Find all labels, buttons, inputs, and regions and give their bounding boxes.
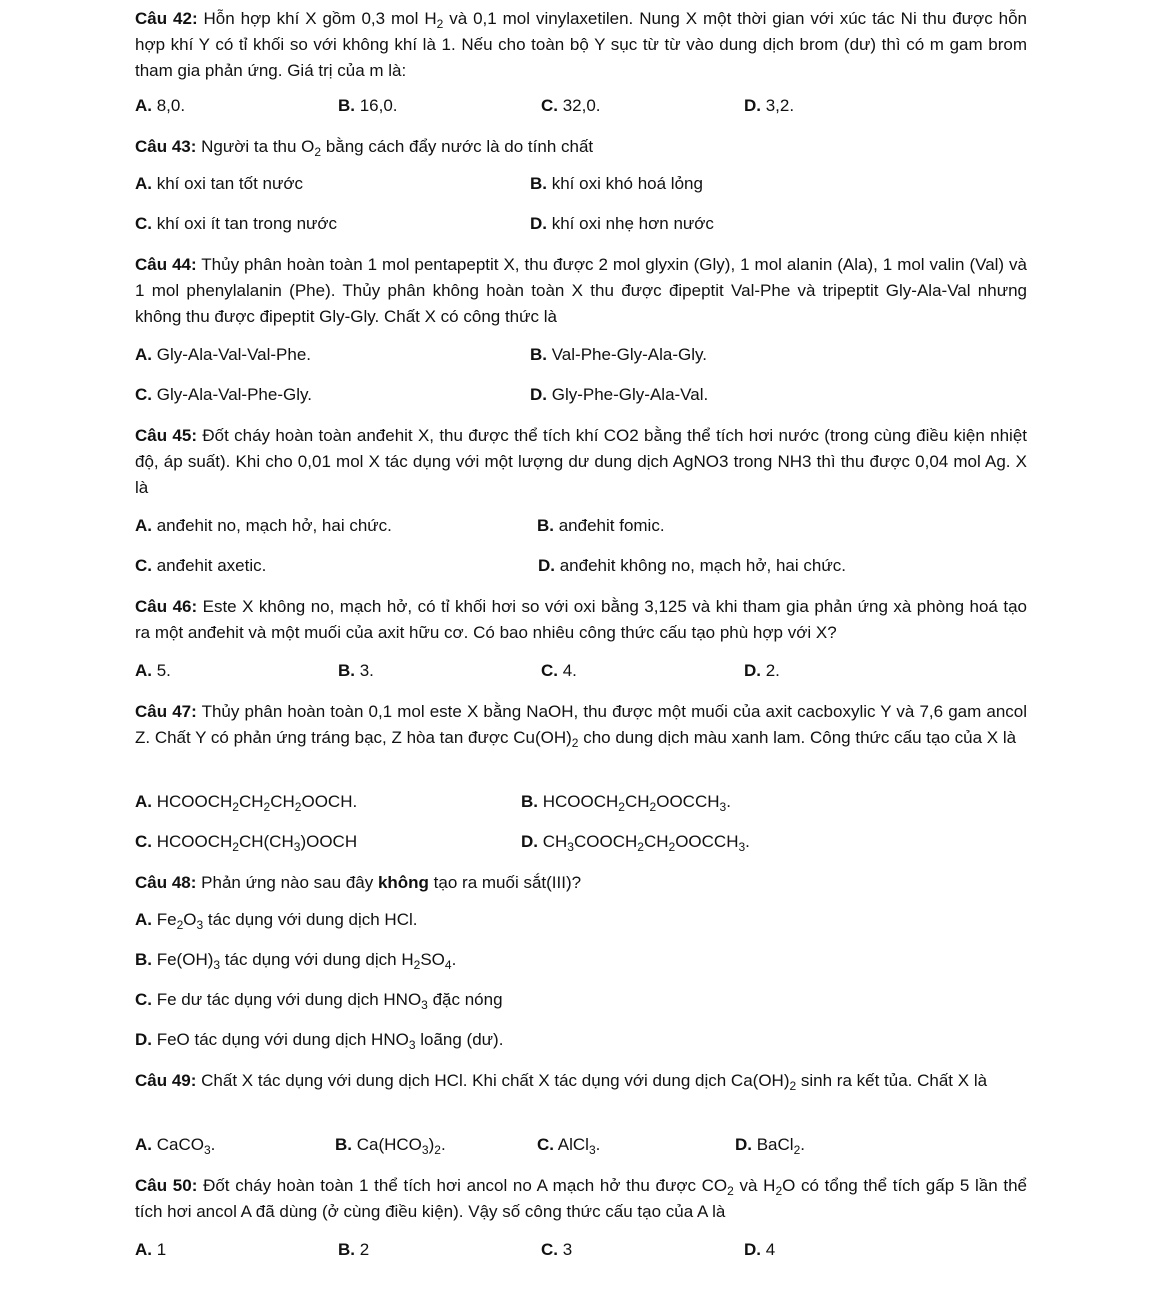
text-run: CH <box>643 832 669 851</box>
text-run: Ca(HCO <box>352 1135 422 1154</box>
question-label: Câu 45: <box>135 426 198 445</box>
text-run: 4 <box>761 1240 776 1259</box>
text-run: 1 <box>152 1240 167 1259</box>
question-label: Câu 48: <box>135 873 197 892</box>
exam-page <box>135 6 1027 1268</box>
text-run: 4. <box>558 661 577 680</box>
text-run: CaCO <box>152 1135 204 1154</box>
option-a: A. 5. <box>135 661 171 680</box>
text-run: và 0,1 mol vinylaxetilen. Nung X một thời gian với xúc tác Ni thu được hỗn hợp khí Y có tỉ khối so với không khí là 1. Nếu cho toàn bộ Y sục từ từ vào dung dịch brom (dư) thì có m gam brom tham gia phản ứng. Giá trị của m là: <box>135 9 1027 80</box>
text-run: Fe(OH) <box>152 950 214 969</box>
text-run: . <box>726 792 731 811</box>
text-run: ) <box>428 1135 435 1154</box>
option-d: D. $CH_3COOCH_2CH_2OOCCH_3$. <box>521 832 750 854</box>
text-run: CH <box>538 832 568 851</box>
text-run: khí oxi khó hoá lỏng <box>547 174 703 193</box>
question-44 <box>135 252 1027 343</box>
option-d: D. 3,2. <box>744 96 795 115</box>
question-stem <box>135 423 1027 501</box>
option-b: B. $Fe(OH)_3$ tác dụng với dung dịch $H_2SO_4$. <box>135 950 457 972</box>
question-stem <box>135 1173 1027 1225</box>
text-run: Gly-Ala-Val-Phe-Gly. <box>152 385 312 404</box>
text-run: O có tổng thể tích gấp 5 lần thể tích hơi ancol A đã dùng (ở cùng điều kiện). Vậy số công thức cấu tạo của A là <box>135 1176 1027 1221</box>
options-row <box>135 554 1027 594</box>
subscript: 3 <box>421 1143 429 1157</box>
text-run: CH <box>238 792 264 811</box>
text-run: Este X không no, mạch hở, có tỉ khối hơi so với oxi bằng 3,125 và khi tham gia phản ứng xà phòng hoá tạo ra một anđehit và một muối của axit hữu cơ. Có bao nhiêu công thức cấu tạo phù hợp với X? <box>135 597 1027 642</box>
subscript: 2 <box>413 958 421 972</box>
question-stem <box>135 252 1027 330</box>
text-run: Val-Phe-Gly-Ala-Gly. <box>547 345 707 364</box>
option-c: C. Gly-Ala-Val-Phe-Gly. <box>135 385 312 404</box>
text-run: CH <box>624 792 650 811</box>
text-run: bằng cách đẩy nước là do tính chất <box>321 137 594 156</box>
subscript: 3 <box>719 800 727 814</box>
options-row <box>135 790 1027 830</box>
option-c: C. 3 <box>541 1240 573 1259</box>
text-run: khí oxi ít tan trong nước <box>152 214 338 233</box>
text-run: HCOOCH <box>152 832 233 851</box>
text-run: SO <box>420 950 445 969</box>
option-c: C. anđehit axetic. <box>135 556 267 575</box>
text-run: Thủy phân hoàn toàn 1 mol pentapeptit X, thu được 2 mol glyxin (Gly), 1 mol alanin (Ala), 1 mol valin (Val) và 1 mol phenylalanin (Phe). Thủy phân không hoàn toàn X thu được đipeptit Val-Phe và tripeptit Gly-Ala-Val nhưng không thu được đipeptit Gly-Gly. Chất X có công thức là <box>135 255 1027 326</box>
bold-text: không <box>377 873 429 892</box>
question-stem <box>135 699 1027 751</box>
option-d: D. 4 <box>744 1240 776 1259</box>
option-c: C. 4. <box>541 661 577 680</box>
subscript: 2 <box>649 800 657 814</box>
options-row <box>135 343 1027 383</box>
question-label: Câu 46: <box>135 597 198 616</box>
option-a: A. CaCO$_3$. <box>135 1135 216 1157</box>
subscript: 2 <box>232 840 239 854</box>
text-run: COOCH <box>573 832 638 851</box>
question-stem <box>135 870 1027 896</box>
option-c: C. Fe dư tác dụng với dung dịch $HNO_3$ đặc nóng <box>135 990 503 1012</box>
text-run: . <box>440 1135 446 1154</box>
text-run: anđehit không no, mạch hở, hai chức. <box>555 556 846 575</box>
option-b: B. 3. <box>338 661 374 680</box>
text-run: . <box>451 950 457 969</box>
text-run: Phản ứng nào sau đây <box>201 873 378 892</box>
subscript: 3 <box>408 1038 416 1052</box>
text-run: HCOOCH <box>152 792 233 811</box>
subscript: 3 <box>213 958 221 972</box>
subscript: 2 <box>637 840 644 854</box>
subscript: 2 <box>263 800 271 814</box>
option-d: D. 2. <box>744 661 780 680</box>
subscript: 3 <box>421 998 428 1012</box>
question-42 <box>135 6 1027 94</box>
text-run: . <box>595 1135 601 1154</box>
subscript: 2 <box>232 800 239 814</box>
option-b: B. anđehit fomic. <box>537 516 665 535</box>
text-run: loãng (dư). <box>415 1030 504 1049</box>
subscript: 2 <box>668 840 676 854</box>
question-label: Câu 42: <box>135 9 198 28</box>
text-run: Fe <box>152 910 177 929</box>
question-47 <box>135 699 1027 790</box>
subscript: 2 <box>775 1184 783 1198</box>
subscript: 2 <box>294 800 302 814</box>
option-a: A. $Fe_2O_3$ tác dụng với dung dịch HCl. <box>135 910 418 932</box>
text-run: Gly-Ala-Val-Val-Phe. <box>152 345 312 364</box>
question-stem <box>135 1068 1027 1094</box>
text-run: anđehit no, mạch hở, hai chức. <box>152 516 392 535</box>
text-run: tác dụng với dung dịch H <box>220 950 414 969</box>
text-run: AlCl <box>554 1135 589 1154</box>
options-row <box>135 172 1027 212</box>
text-run: Chất X tác dụng với dung dịch HCl. Khi chất X tác dụng với dung dịch Ca(OH) <box>201 1071 790 1090</box>
option-b: B. 2 <box>338 1240 370 1259</box>
options-row <box>135 1238 1027 1268</box>
subscript: 4 <box>444 958 452 972</box>
text-run: anđehit axetic. <box>152 556 267 575</box>
subscript: 2 <box>434 1143 441 1157</box>
question-stem <box>135 594 1027 646</box>
text-run: 16,0. <box>355 96 398 115</box>
question-label: Câu 47: <box>135 702 197 721</box>
option-d: D. anđehit không no, mạch hở, hai chức. <box>538 556 846 575</box>
subscript: 2 <box>618 800 625 814</box>
text-run: OOCH. <box>301 792 358 811</box>
options-row <box>135 830 1027 870</box>
text-run: và H <box>733 1176 776 1195</box>
question-label: Câu 50: <box>135 1176 198 1195</box>
option-b: B. khí oxi khó hoá lỏng <box>530 174 703 193</box>
option-a: A. khí oxi tan tốt nước <box>135 174 304 193</box>
text-run: . <box>745 832 750 851</box>
text-run: . <box>800 1135 805 1154</box>
text-run: CH(CH <box>238 832 294 851</box>
subscript: 3 <box>738 840 746 854</box>
subscript: 2 <box>176 918 184 932</box>
question-43 <box>135 134 1027 172</box>
option-d: D. Gly-Phe-Gly-Ala-Val. <box>530 385 709 404</box>
option-b: B. $Ca(HCO_3)_2$. <box>335 1135 446 1157</box>
option-b: B. 16,0. <box>338 96 398 115</box>
text-run: đặc nóng <box>427 990 503 1009</box>
option-d: D. khí oxi nhẹ hơn nước <box>530 214 714 233</box>
text-run: FeO tác dụng với dung dịch HNO <box>152 1030 409 1049</box>
subscript: 2 <box>727 1184 734 1198</box>
option-a: A. 8,0. <box>135 96 186 115</box>
options-row <box>135 1133 1027 1173</box>
text-run: 3 <box>558 1240 573 1259</box>
subscript: 2 <box>789 1079 797 1093</box>
text-run: CH <box>270 792 295 811</box>
options-row <box>135 94 1027 134</box>
subscript: 3 <box>588 1143 596 1157</box>
question-46 <box>135 594 1027 659</box>
options-row <box>135 514 1027 554</box>
subscript: 2 <box>314 145 322 159</box>
option-a: A. anđehit no, mạch hở, hai chức. <box>135 516 392 535</box>
question-label: Câu 44: <box>135 255 197 274</box>
text-run: )OOCH <box>300 832 358 851</box>
option-d: D. BaCl$_2$. <box>735 1135 805 1157</box>
subscript: 2 <box>436 17 444 31</box>
text-run: Thủy phân hoàn toàn 0,1 mol este X bằng NaOH, thu được một muối của axit cacboxylic Y và 7,6 gam ancol Z. Chất Y có phản ứng tráng bạc, Z hòa tan được Cu(OH) <box>135 702 1028 747</box>
option-a: A. Gly-Ala-Val-Val-Phe. <box>135 345 312 364</box>
option-c: C. 32,0. <box>541 96 601 115</box>
text-run: 32,0. <box>558 96 601 115</box>
text-run: 8,0. <box>152 96 186 115</box>
text-run: sinh ra kết tủa. Chất X là <box>796 1071 988 1090</box>
text-run: anđehit fomic. <box>554 516 665 535</box>
question-stem <box>135 6 1027 84</box>
subscript: 3 <box>203 1143 211 1157</box>
text-run: Fe dư tác dụng với dung dịch HNO <box>152 990 422 1009</box>
text-run: cho dung dịch màu xanh lam. Công thức cấu tạo của X là <box>578 728 1017 747</box>
text-run: . <box>210 1135 216 1154</box>
option-c: C. AlCl$_3$. <box>537 1135 601 1157</box>
text-run: BaCl <box>752 1135 794 1154</box>
text-run: HCOOCH <box>538 792 619 811</box>
question-label: Câu 49: <box>135 1071 197 1090</box>
option-b: B. Val-Phe-Gly-Ala-Gly. <box>530 345 707 364</box>
text-run: Hỗn hợp khí X gồm 0,3 mol H <box>203 9 437 28</box>
text-run: 5. <box>152 661 171 680</box>
subscript: 3 <box>293 840 301 854</box>
subscript: 3 <box>196 918 204 932</box>
text-run: 3. <box>355 661 374 680</box>
option-a: A. $HCOOCH_2CH_2CH_2OOCH$. <box>135 792 358 814</box>
text-run: 3,2. <box>761 96 795 115</box>
subscript: 2 <box>793 1143 801 1157</box>
question-48 <box>135 870 1027 908</box>
text-run: tác dụng với dung dịch HCl. <box>203 910 418 929</box>
text-run: Gly-Phe-Gly-Ala-Val. <box>547 385 709 404</box>
question-49 <box>135 1068 1027 1133</box>
text-run: OOCCH <box>675 832 739 851</box>
text-run: tạo ra muối sắt(III)? <box>428 873 582 892</box>
text-run: OOCCH <box>656 792 720 811</box>
subscript: 2 <box>571 736 579 750</box>
option-d: D. FeO tác dụng với dung dịch $HNO_3$ loãng (dư). <box>135 1030 504 1052</box>
text-run: khí oxi nhẹ hơn nước <box>547 214 714 233</box>
question-label: Câu 43: <box>135 137 197 156</box>
option-b: B. $HCOOCH_2CH_2OOCCH_3$. <box>521 792 731 814</box>
question-50 <box>135 1173 1027 1238</box>
option-c: C. khí oxi ít tan trong nước <box>135 214 338 233</box>
option-c: C. $HCOOCH_2CH(CH_3)OOCH$ <box>135 832 358 854</box>
text-run: 2 <box>355 1240 370 1259</box>
options-row <box>135 212 1027 252</box>
text-run: Đốt cháy hoàn toàn 1 thể tích hơi ancol no A mạch hở thu được CO <box>203 1176 728 1195</box>
subscript: 3 <box>567 840 574 854</box>
options-row <box>135 659 1027 699</box>
text-run: O <box>183 910 197 929</box>
options-row <box>135 383 1027 423</box>
question-stem <box>135 134 1027 160</box>
text-run: Đốt cháy hoàn toàn anđehit X, thu được thể tích khí CO2 bằng thể tích hơi nước (trong cùng điều kiện nhiệt độ, áp suất). Khi cho 0,01 mol X tác dụng với một lượng dư dung dịch AgNO3 trong NH3 thì thu được 0,04 mol Ag. X là <box>135 426 1028 497</box>
option-a: A. 1 <box>135 1240 167 1259</box>
question-45 <box>135 423 1027 514</box>
text-run: khí oxi tan tốt nước <box>152 174 304 193</box>
text-run: Người ta thu O <box>201 137 315 156</box>
text-run: 2. <box>761 661 780 680</box>
